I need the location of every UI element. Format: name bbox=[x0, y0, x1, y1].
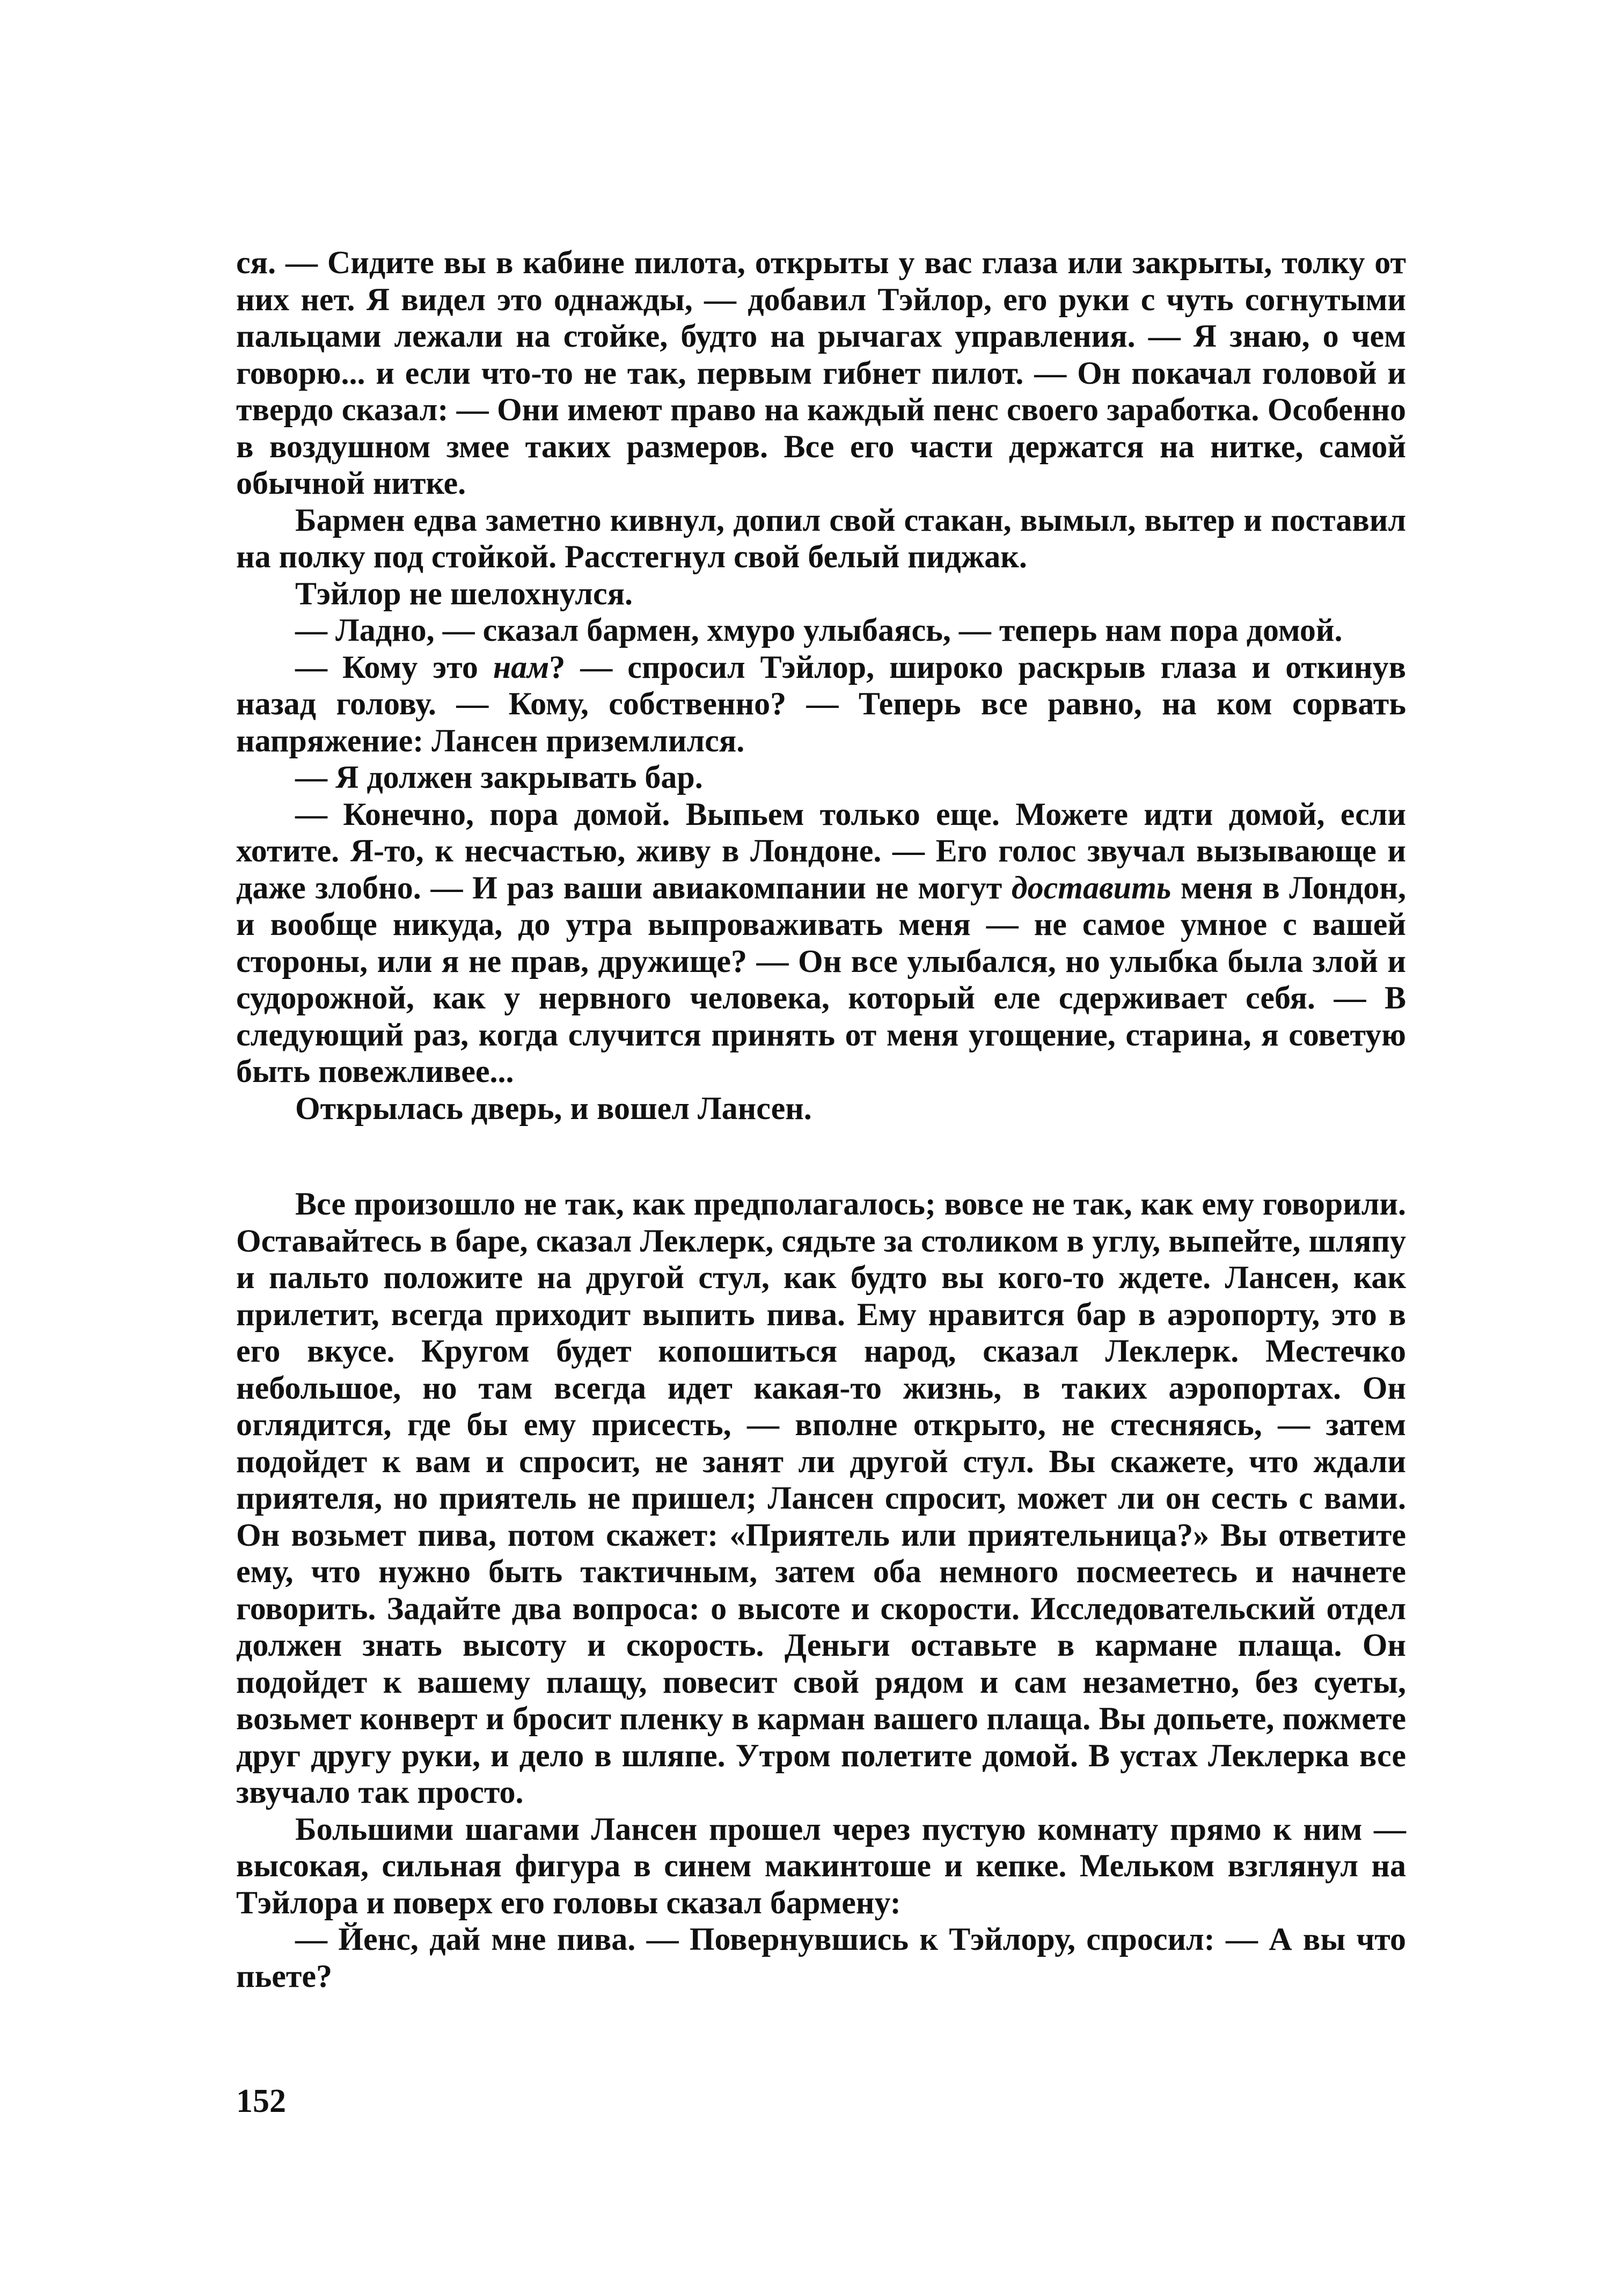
paragraph: Открылась дверь, и вошел Лансен. bbox=[295, 1090, 812, 1126]
text-run: — Кому это bbox=[295, 649, 493, 685]
emphasis: доставить bbox=[1011, 869, 1172, 905]
paragraph bbox=[236, 649, 1406, 759]
paragraph: Тэйлор не шелохнулся. bbox=[295, 575, 633, 611]
book-page-text bbox=[236, 244, 1406, 1994]
paragraph: Все произошло не так, как предполагалось; вовсе не так, как ему говорили. Оставайтесь в баре, сказал Леклерк, сядьте за столиком в углу, выпейте, шляпу и пальто положите на другой стул, как будто вы кого-то ждете. Лансен, как прилетит, всегда приходит выпить пива. Ему нравится бар в аэропорту, это в его вкусе. Кругом будет копошиться народ, сказал Леклерк. Местечко небольшое, но там всегда идет какая-то жизнь, в таких аэропортах. Он оглядится, где бы ему присесть, — вполне открыто, не стесняясь, — затем подойдет к вам и спросит, не занят ли другой стул. Вы скажете, что ждали приятеля, но приятель не пришел; Лансен спросит, может ли он сесть с вами. Он возьмет пива, потом скажет: «Приятель или приятельница?» Вы ответите ему, что нужно быть тактичным, затем оба немного посмеетесь и начнете говорить. Задайте два вопроса: о высоте и скорости. Исследовательский отдел должен знать высоту и скорость. Деньги оставьте в кармане плаща. Он подойдет к вашему плащу, повесит свой рядом и сам незаметно, без суеты, возьмет конверт и бросит пленку в карман вашего плаща. Вы допьете, пожмете друг другу руки, и дело в шляпе. Утром полетите домой. В устах Леклерка все звучало так просто. bbox=[236, 1186, 1406, 1810]
paragraph: — Я должен закрывать бар. bbox=[295, 759, 703, 795]
emphasis: нам bbox=[493, 649, 550, 685]
text-run: — Конечно, пора домой. Выпьем только еще. Можете идти домой, если хотите. Я-то, к несчастью, живу в Лондоне. — Его голос звучал вызывающе и даже злобно. — И раз ваши авиакомпании не могут bbox=[236, 796, 1406, 905]
paragraph: — Йенс, дай мне пива. — Повернувшись к Тэйлору, спросил: — А вы что пьете? bbox=[236, 1921, 1406, 1994]
text-run: ? — спросил Тэйлор, широко раскрыв глаза и откинув назад голову. — Кому, собственно? — Теперь все равно, на ком сорвать напряжение: Лансен приземлился. bbox=[236, 649, 1406, 758]
page-number: 152 bbox=[236, 2083, 286, 2119]
text-run: меня в Лондон, и вообще никуда, до утра выпроваживать меня — не самое умное с вашей стороны, или я не прав, дружище? — Он все улыбался, но улыбка была злой и судорожной, как у нервного человека, который еле сдерживает себя. — В следующий раз, когда случится принять от меня угощение, старина, я советую быть повежливее... bbox=[236, 869, 1406, 1089]
paragraph: ся. — Сидите вы в кабине пилота, открыты у вас глаза или закрыты, толку от них нет. Я видел это однажды, — добавил Тэйлор, его руки с чуть согнутыми пальцами лежали на стойке, будто на рычагах управления. — Я знаю, о чем говорю... и если что-то не так, первым гибнет пилот. — Он покачал головой и твердо сказал: — Они имеют право на каждый пенс своего заработка. Особенно в воздушном змее таких размеров. Все его части держатся на нитке, самой обычной нитке. bbox=[236, 245, 1406, 501]
paragraph: Бармен едва заметно кивнул, допил свой стакан, вымыл, вытер и поставил на полку под стойкой. Расстегнул свой белый пиджак. bbox=[236, 502, 1406, 574]
paragraph: — Ладно, — сказал бармен, хмуро улыбаясь, — теперь нам пора домой. bbox=[295, 612, 1343, 648]
paragraph bbox=[236, 796, 1406, 1090]
paragraph: Большими шагами Лансен прошел через пустую комнату прямо к ним — высокая, сильная фигура в синем макинтоше и кепке. Мельком взглянул на Тэйлора и поверх его головы сказал бармену: bbox=[236, 1811, 1406, 1920]
section-break bbox=[236, 1127, 1406, 1186]
